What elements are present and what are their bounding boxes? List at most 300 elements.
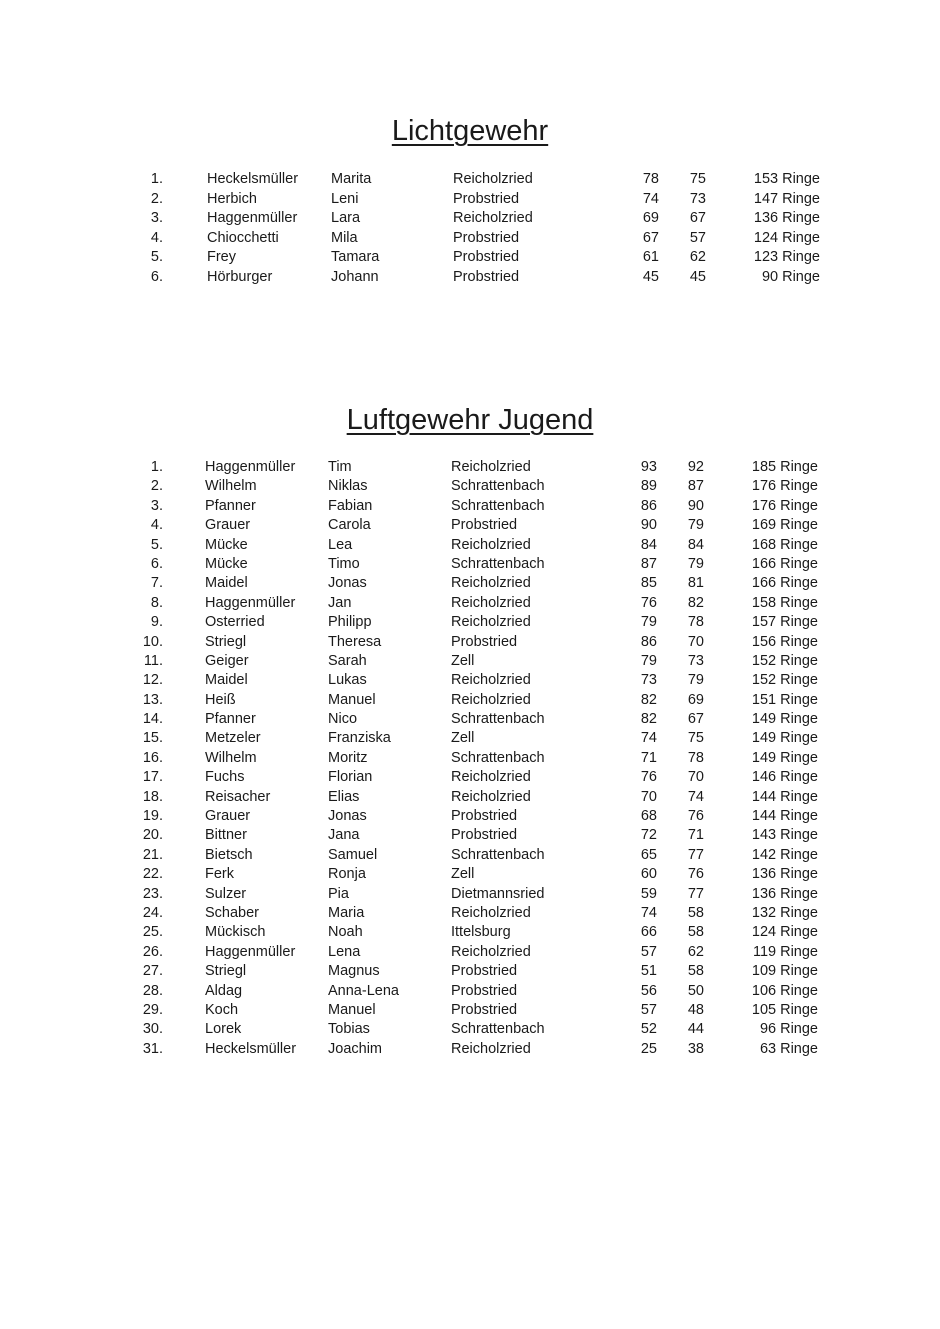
table-row bbox=[0, 826, 940, 845]
first-name-cell: Maria bbox=[328, 904, 365, 921]
total-rings-cell: 149 Ringe bbox=[751, 749, 818, 766]
score-series-1-cell: 66 bbox=[640, 924, 657, 941]
rank-cell: 19. bbox=[142, 808, 163, 825]
last-name-cell: Ferk bbox=[205, 866, 234, 883]
total-rings-cell: 151 Ringe bbox=[751, 691, 818, 708]
score-series-1-cell: 59 bbox=[640, 885, 657, 902]
club-cell: Reicholzried bbox=[451, 691, 531, 708]
club-cell: Reicholzried bbox=[451, 672, 531, 689]
club-cell: Reicholzried bbox=[451, 536, 531, 553]
club-cell: Probstried bbox=[451, 633, 518, 650]
score-series-1-cell: 90 bbox=[640, 517, 657, 534]
total-rings-cell: 176 Ringe bbox=[751, 478, 818, 495]
last-name-cell: Mücke bbox=[205, 536, 248, 553]
first-name-cell: Florian bbox=[328, 769, 373, 786]
score-series-2-cell: 76 bbox=[687, 808, 704, 825]
rank-cell: 15. bbox=[142, 730, 163, 747]
rank-cell: 3. bbox=[150, 497, 163, 514]
first-name-cell: Jonas bbox=[328, 808, 367, 825]
score-series-1-cell: 86 bbox=[640, 497, 657, 514]
score-series-2-cell: 70 bbox=[687, 633, 704, 650]
rank-cell: 27. bbox=[142, 963, 163, 980]
club-cell: Probstried bbox=[453, 190, 520, 207]
score-series-1-cell: 74 bbox=[642, 190, 659, 207]
rank-cell: 21. bbox=[142, 846, 163, 863]
club-cell: Reicholzried bbox=[451, 769, 531, 786]
score-series-2-cell: 62 bbox=[689, 249, 706, 266]
rank-cell: 30. bbox=[142, 1021, 163, 1038]
last-name-cell: Reisacher bbox=[205, 788, 271, 805]
score-series-2-cell: 45 bbox=[689, 268, 706, 285]
club-cell: Schrattenbach bbox=[451, 711, 545, 728]
first-name-cell: Timo bbox=[328, 555, 360, 572]
score-series-1-cell: 86 bbox=[640, 633, 657, 650]
rank-cell: 12. bbox=[142, 672, 163, 689]
table-row bbox=[0, 170, 940, 190]
first-name-cell: Niklas bbox=[328, 478, 368, 495]
table-row bbox=[0, 710, 940, 729]
score-series-2-cell: 74 bbox=[687, 788, 704, 805]
rank-cell: 2. bbox=[150, 190, 163, 207]
table-row bbox=[0, 555, 940, 574]
score-series-2-cell: 67 bbox=[687, 711, 704, 728]
club-cell: Schrattenbach bbox=[451, 497, 545, 514]
last-name-cell: Koch bbox=[205, 1001, 239, 1018]
rank-cell: 1. bbox=[150, 459, 163, 475]
rank-cell: 4. bbox=[150, 517, 163, 534]
total-rings-cell: 149 Ringe bbox=[751, 730, 818, 747]
total-rings-cell: 123 Ringe bbox=[753, 249, 820, 266]
total-rings-cell: 142 Ringe bbox=[751, 846, 818, 863]
last-name-cell: Grauer bbox=[205, 517, 251, 534]
last-name-cell: Osterried bbox=[205, 614, 265, 631]
total-rings-cell: 156 Ringe bbox=[751, 633, 818, 650]
score-series-2-cell: 87 bbox=[687, 478, 704, 495]
rank-cell: 28. bbox=[142, 982, 163, 999]
score-series-1-cell: 51 bbox=[640, 963, 657, 980]
rank-cell: 14. bbox=[142, 711, 163, 728]
club-cell: Reicholzried bbox=[451, 575, 531, 592]
last-name-cell: Bietsch bbox=[205, 846, 253, 863]
score-series-1-cell: 45 bbox=[642, 268, 659, 285]
table-row bbox=[0, 652, 940, 671]
first-name-cell: Lukas bbox=[328, 672, 367, 689]
total-rings-cell: 124 Ringe bbox=[753, 229, 820, 246]
table-row bbox=[0, 190, 940, 210]
club-cell: Reicholzried bbox=[451, 459, 531, 475]
first-name-cell: Sarah bbox=[328, 652, 367, 669]
rank-cell: 6. bbox=[150, 555, 163, 572]
score-series-2-cell: 77 bbox=[687, 846, 704, 863]
score-series-2-cell: 69 bbox=[687, 691, 704, 708]
table-row bbox=[0, 768, 940, 787]
first-name-cell: Manuel bbox=[328, 1001, 376, 1018]
score-series-2-cell: 50 bbox=[687, 982, 704, 999]
table-row bbox=[0, 788, 940, 807]
score-series-2-cell: 58 bbox=[687, 904, 704, 921]
last-name-cell: Fuchs bbox=[205, 769, 245, 786]
first-name-cell: Tim bbox=[328, 459, 352, 475]
club-cell: Probstried bbox=[451, 808, 518, 825]
club-cell: Ittelsburg bbox=[451, 924, 511, 941]
rank-cell: 5. bbox=[150, 249, 163, 266]
table-row bbox=[0, 846, 940, 865]
total-rings-cell: 136 Ringe bbox=[751, 885, 818, 902]
first-name-cell: Marita bbox=[331, 171, 372, 187]
first-name-cell: Magnus bbox=[328, 963, 380, 980]
table-row bbox=[0, 229, 940, 249]
club-cell: Schrattenbach bbox=[451, 749, 545, 766]
section-title-lichtgewehr: Lichtgewehr bbox=[391, 115, 549, 147]
last-name-cell: Mückisch bbox=[205, 924, 266, 941]
score-series-1-cell: 25 bbox=[640, 1040, 657, 1057]
total-rings-cell: 152 Ringe bbox=[751, 672, 818, 689]
rank-cell: 5. bbox=[150, 536, 163, 553]
table-row bbox=[0, 982, 940, 1001]
club-cell: Reicholzried bbox=[451, 594, 531, 611]
club-cell: Probstried bbox=[453, 268, 520, 285]
total-rings-cell: 136 Ringe bbox=[751, 866, 818, 883]
score-series-2-cell: 75 bbox=[687, 730, 704, 747]
score-series-1-cell: 68 bbox=[640, 808, 657, 825]
first-name-cell: Philipp bbox=[328, 614, 372, 631]
club-cell: Reicholzried bbox=[451, 1040, 531, 1057]
score-series-2-cell: 38 bbox=[687, 1040, 704, 1057]
score-series-2-cell: 75 bbox=[689, 171, 706, 187]
rank-cell: 8. bbox=[150, 594, 163, 611]
score-series-2-cell: 77 bbox=[687, 885, 704, 902]
last-name-cell: Haggenmüller bbox=[205, 943, 296, 960]
last-name-cell: Sulzer bbox=[205, 885, 247, 902]
table-row bbox=[0, 613, 940, 632]
club-cell: Probstried bbox=[453, 229, 520, 246]
club-cell: Zell bbox=[451, 652, 475, 669]
table-row bbox=[0, 729, 940, 748]
club-cell: Reicholzried bbox=[451, 904, 531, 921]
score-series-1-cell: 85 bbox=[640, 575, 657, 592]
score-series-2-cell: 82 bbox=[687, 594, 704, 611]
score-series-2-cell: 81 bbox=[687, 575, 704, 592]
total-rings-cell: 169 Ringe bbox=[751, 517, 818, 534]
score-series-2-cell: 92 bbox=[687, 459, 704, 475]
last-name-cell: Schaber bbox=[205, 904, 260, 921]
total-rings-cell: 168 Ringe bbox=[751, 536, 818, 553]
total-rings-cell: 144 Ringe bbox=[751, 808, 818, 825]
total-rings-cell: 96 Ringe bbox=[759, 1021, 818, 1038]
first-name-cell: Ronja bbox=[328, 866, 366, 883]
score-series-2-cell: 58 bbox=[687, 924, 704, 941]
score-series-2-cell: 78 bbox=[687, 614, 704, 631]
first-name-cell: Mila bbox=[331, 229, 358, 246]
table-row bbox=[0, 904, 940, 923]
score-series-1-cell: 74 bbox=[640, 730, 657, 747]
last-name-cell: Geiger bbox=[205, 652, 249, 669]
score-series-2-cell: 70 bbox=[687, 769, 704, 786]
club-cell: Reicholzried bbox=[451, 943, 531, 960]
rank-cell: 4. bbox=[150, 229, 163, 246]
club-cell: Reicholzried bbox=[451, 614, 531, 631]
score-series-1-cell: 74 bbox=[640, 904, 657, 921]
last-name-cell: Grauer bbox=[205, 808, 251, 825]
last-name-cell: Haggenmüller bbox=[205, 594, 296, 611]
last-name-cell: Herbich bbox=[207, 190, 257, 207]
table-row bbox=[0, 594, 940, 613]
score-series-1-cell: 82 bbox=[640, 711, 657, 728]
last-name-cell: Metzeler bbox=[205, 730, 261, 747]
club-cell: Schrattenbach bbox=[451, 478, 545, 495]
score-series-2-cell: 71 bbox=[687, 827, 704, 844]
club-cell: Probstried bbox=[453, 249, 520, 266]
table-row bbox=[0, 574, 940, 593]
table-row bbox=[0, 536, 940, 555]
total-rings-cell: 106 Ringe bbox=[751, 982, 818, 999]
table-row bbox=[0, 962, 940, 981]
total-rings-cell: 152 Ringe bbox=[751, 652, 818, 669]
club-cell: Reicholzried bbox=[453, 171, 533, 187]
club-cell: Probstried bbox=[451, 827, 518, 844]
total-rings-cell: 105 Ringe bbox=[751, 1001, 818, 1018]
last-name-cell: Wilhelm bbox=[205, 749, 257, 766]
last-name-cell: Wilhelm bbox=[205, 478, 257, 495]
last-name-cell: Lorek bbox=[205, 1021, 242, 1038]
first-name-cell: Nico bbox=[328, 711, 358, 728]
rank-cell: 6. bbox=[150, 268, 163, 285]
last-name-cell: Heckelsmüller bbox=[207, 171, 299, 187]
table-row bbox=[0, 633, 940, 652]
last-name-cell: Heiß bbox=[205, 691, 236, 708]
table-row bbox=[0, 477, 940, 496]
total-rings-cell: 63 Ringe bbox=[759, 1040, 818, 1057]
score-series-2-cell: 67 bbox=[689, 210, 706, 227]
table-row bbox=[0, 865, 940, 884]
score-series-1-cell: 57 bbox=[640, 943, 657, 960]
first-name-cell: Lena bbox=[328, 943, 361, 960]
club-cell: Dietmannsried bbox=[451, 885, 545, 902]
first-name-cell: Anna-Lena bbox=[328, 982, 399, 999]
score-series-1-cell: 72 bbox=[640, 827, 657, 844]
first-name-cell: Lara bbox=[331, 210, 361, 227]
rank-cell: 20. bbox=[142, 827, 163, 844]
first-name-cell: Moritz bbox=[328, 749, 368, 766]
table-row bbox=[0, 1020, 940, 1039]
last-name-cell: Chiocchetti bbox=[207, 229, 279, 246]
last-name-cell: Bittner bbox=[205, 827, 247, 844]
score-series-1-cell: 65 bbox=[640, 846, 657, 863]
score-series-1-cell: 56 bbox=[640, 982, 657, 999]
total-rings-cell: 143 Ringe bbox=[751, 827, 818, 844]
first-name-cell: Tobias bbox=[328, 1021, 370, 1038]
club-cell: Schrattenbach bbox=[451, 1021, 545, 1038]
total-rings-cell: 124 Ringe bbox=[751, 924, 818, 941]
total-rings-cell: 149 Ringe bbox=[751, 711, 818, 728]
rank-cell: 16. bbox=[142, 749, 163, 766]
table-row bbox=[0, 1040, 940, 1059]
rank-cell: 2. bbox=[150, 478, 163, 495]
rank-cell: 13. bbox=[142, 691, 163, 708]
club-cell: Probstried bbox=[451, 963, 518, 980]
score-series-1-cell: 76 bbox=[640, 594, 657, 611]
score-series-1-cell: 82 bbox=[640, 691, 657, 708]
results-table-lichtgewehr bbox=[0, 170, 940, 288]
first-name-cell: Joachim bbox=[328, 1040, 382, 1057]
last-name-cell: Mücke bbox=[205, 555, 248, 572]
table-row bbox=[0, 248, 940, 268]
rank-cell: 22. bbox=[142, 866, 163, 883]
last-name-cell: Maidel bbox=[205, 672, 248, 689]
table-row bbox=[0, 516, 940, 535]
score-series-1-cell: 84 bbox=[640, 536, 657, 553]
first-name-cell: Jonas bbox=[328, 575, 367, 592]
section-title-luftgewehr-jugend: Luftgewehr Jugend bbox=[346, 404, 594, 436]
club-cell: Reicholzried bbox=[453, 210, 533, 227]
score-series-1-cell: 76 bbox=[640, 769, 657, 786]
first-name-cell: Jana bbox=[328, 827, 360, 844]
table-row bbox=[0, 209, 940, 229]
total-rings-cell: 90 Ringe bbox=[761, 268, 820, 285]
total-rings-cell: 119 Ringe bbox=[752, 943, 818, 960]
table-row bbox=[0, 923, 940, 942]
rank-cell: 7. bbox=[150, 575, 163, 592]
total-rings-cell: 166 Ringe bbox=[751, 555, 818, 572]
first-name-cell: Samuel bbox=[328, 846, 378, 863]
total-rings-cell: 146 Ringe bbox=[751, 769, 818, 786]
score-series-2-cell: 73 bbox=[689, 190, 706, 207]
club-cell: Reicholzried bbox=[451, 788, 531, 805]
rank-cell: 11. bbox=[143, 652, 163, 669]
score-series-1-cell: 73 bbox=[640, 672, 657, 689]
rank-cell: 26. bbox=[142, 943, 163, 960]
score-series-2-cell: 79 bbox=[687, 672, 704, 689]
rank-cell: 10. bbox=[142, 633, 163, 650]
first-name-cell: Elias bbox=[328, 788, 360, 805]
score-series-1-cell: 60 bbox=[640, 866, 657, 883]
table-row bbox=[0, 885, 940, 904]
score-series-1-cell: 57 bbox=[640, 1001, 657, 1018]
rank-cell: 1. bbox=[150, 171, 163, 187]
first-name-cell: Johann bbox=[331, 268, 379, 285]
total-rings-cell: 132 Ringe bbox=[751, 904, 818, 921]
score-series-1-cell: 71 bbox=[640, 749, 657, 766]
total-rings-cell: 136 Ringe bbox=[753, 210, 820, 227]
score-series-1-cell: 89 bbox=[640, 478, 657, 495]
table-row bbox=[0, 807, 940, 826]
last-name-cell: Pfanner bbox=[205, 711, 256, 728]
first-name-cell: Carola bbox=[328, 517, 371, 534]
rank-cell: 29. bbox=[142, 1001, 163, 1018]
table-row bbox=[0, 268, 940, 288]
score-series-2-cell: 84 bbox=[687, 536, 704, 553]
score-series-1-cell: 93 bbox=[640, 459, 657, 475]
score-series-2-cell: 73 bbox=[687, 652, 704, 669]
rank-cell: 31. bbox=[142, 1040, 163, 1057]
total-rings-cell: 157 Ringe bbox=[751, 614, 818, 631]
last-name-cell: Striegl bbox=[205, 963, 247, 980]
table-row bbox=[0, 458, 940, 477]
club-cell: Probstried bbox=[451, 982, 518, 999]
score-series-1-cell: 61 bbox=[642, 249, 659, 266]
table-row bbox=[0, 749, 940, 768]
last-name-cell: Striegl bbox=[205, 633, 247, 650]
score-series-1-cell: 78 bbox=[642, 171, 659, 187]
club-cell: Zell bbox=[451, 730, 475, 747]
rank-cell: 9. bbox=[150, 614, 163, 631]
score-series-2-cell: 44 bbox=[687, 1021, 704, 1038]
total-rings-cell: 185 Ringe bbox=[751, 459, 818, 475]
last-name-cell: Frey bbox=[207, 249, 236, 266]
rank-cell: 23. bbox=[142, 885, 163, 902]
score-series-2-cell: 79 bbox=[687, 555, 704, 572]
rank-cell: 25. bbox=[142, 924, 163, 941]
last-name-cell: Haggenmüller bbox=[205, 459, 296, 475]
total-rings-cell: 176 Ringe bbox=[751, 497, 818, 514]
first-name-cell: Jan bbox=[328, 594, 352, 611]
club-cell: Probstried bbox=[451, 1001, 518, 1018]
first-name-cell: Theresa bbox=[328, 633, 382, 650]
first-name-cell: Lea bbox=[328, 536, 353, 553]
score-series-2-cell: 58 bbox=[687, 963, 704, 980]
score-series-2-cell: 79 bbox=[687, 517, 704, 534]
score-series-2-cell: 57 bbox=[689, 229, 706, 246]
total-rings-cell: 166 Ringe bbox=[751, 575, 818, 592]
first-name-cell: Tamara bbox=[331, 249, 380, 266]
last-name-cell: Maidel bbox=[205, 575, 248, 592]
last-name-cell: Pfanner bbox=[205, 497, 256, 514]
score-series-1-cell: 52 bbox=[640, 1021, 657, 1038]
last-name-cell: Aldag bbox=[205, 982, 243, 999]
last-name-cell: Hörburger bbox=[207, 268, 273, 285]
score-series-1-cell: 70 bbox=[640, 788, 657, 805]
results-table-luftgewehr-jugend bbox=[0, 458, 940, 1059]
table-row bbox=[0, 691, 940, 710]
score-series-1-cell: 69 bbox=[642, 210, 659, 227]
score-series-2-cell: 48 bbox=[687, 1001, 704, 1018]
table-row bbox=[0, 1001, 940, 1020]
club-cell: Schrattenbach bbox=[451, 846, 545, 863]
rank-cell: 18. bbox=[142, 788, 163, 805]
score-series-2-cell: 90 bbox=[687, 497, 704, 514]
score-series-2-cell: 78 bbox=[687, 749, 704, 766]
total-rings-cell: 109 Ringe bbox=[751, 963, 818, 980]
table-row bbox=[0, 497, 940, 516]
first-name-cell: Pia bbox=[328, 885, 349, 902]
club-cell: Zell bbox=[451, 866, 475, 883]
total-rings-cell: 144 Ringe bbox=[751, 788, 818, 805]
last-name-cell: Heckelsmüller bbox=[205, 1040, 297, 1057]
score-series-1-cell: 79 bbox=[640, 614, 657, 631]
first-name-cell: Fabian bbox=[328, 497, 373, 514]
rank-cell: 3. bbox=[150, 210, 163, 227]
first-name-cell: Noah bbox=[328, 924, 363, 941]
total-rings-cell: 158 Ringe bbox=[751, 594, 818, 611]
score-series-1-cell: 67 bbox=[642, 229, 659, 246]
table-row bbox=[0, 671, 940, 690]
rank-cell: 17. bbox=[142, 769, 163, 786]
total-rings-cell: 153 Ringe bbox=[753, 171, 820, 187]
score-series-1-cell: 79 bbox=[640, 652, 657, 669]
club-cell: Probstried bbox=[451, 517, 518, 534]
score-series-2-cell: 62 bbox=[687, 943, 704, 960]
first-name-cell: Franziska bbox=[328, 730, 391, 747]
rank-cell: 24. bbox=[142, 904, 163, 921]
first-name-cell: Manuel bbox=[328, 691, 376, 708]
last-name-cell: Haggenmüller bbox=[207, 210, 298, 227]
score-series-1-cell: 87 bbox=[640, 555, 657, 572]
total-rings-cell: 147 Ringe bbox=[753, 190, 820, 207]
first-name-cell: Leni bbox=[331, 190, 359, 207]
score-series-2-cell: 76 bbox=[687, 866, 704, 883]
club-cell: Schrattenbach bbox=[451, 555, 545, 572]
table-row bbox=[0, 943, 940, 962]
